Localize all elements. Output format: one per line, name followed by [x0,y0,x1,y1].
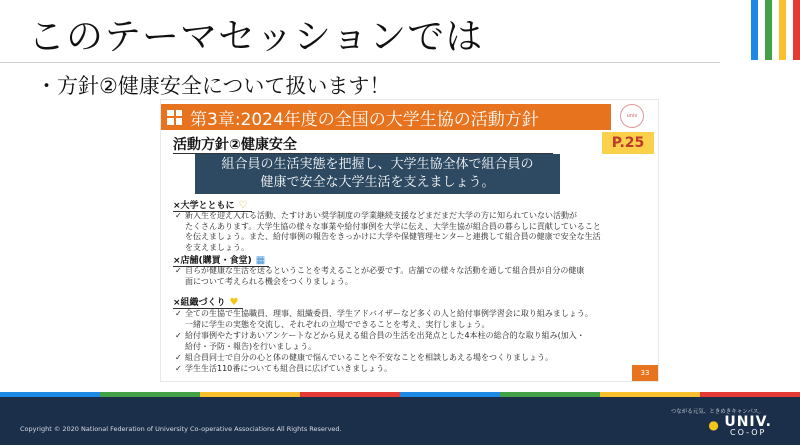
item-line: 面について考えられる機会をつくりましょう。 [185,276,353,286]
summary-box [195,154,560,194]
footer-bar [0,397,800,445]
store-icon: ▦ [255,255,266,266]
item-line: たくさんあります。大学生協の様々な事業や給付事例を大学に伝え、大学生協が組合員の暮らしに貢献していること [185,221,601,231]
check-icon: ✓ [175,353,182,362]
check-icon: ✓ [175,266,182,275]
category-store [173,253,269,267]
copyright-text: Copyright © 2020 National Federation of University Co-operative Associations All Rights Reserved. [20,425,342,433]
brand-line: CO-OP [730,428,767,437]
item-line: 給付事例やたすけあいアンケートなどから見える組合員の生活を出発点とした4本柱の総合的な取り組み(加入・ [185,331,585,340]
summary-line: 健康で安全な大学生活を支えましょう。 [260,175,495,190]
list-item [175,364,645,375]
check-icon: ✓ [175,211,182,220]
item-line: 組合員同士で自分の心と体の健康で悩んでいることや不安なことを相談しあえる場をつくりましょう。 [185,353,553,362]
logo-dots-icon: ● [708,418,719,432]
category-label: ×組織づくり [173,298,226,308]
category-label: ×大学とともに [173,201,235,211]
title-divider [0,62,720,63]
section-title: 活動方針②健康安全 [173,137,297,153]
heart-icon: ♥ [229,297,239,308]
item-line: を支えましょう。 [185,242,249,252]
list-item [175,211,645,253]
summary-line: 組合員の生活実態を把握し、大学生協全体で組合員の [221,157,534,172]
list-item [175,353,645,364]
check-icon: ✓ [175,309,182,318]
page-badge: P.25 [602,132,654,154]
grid-icon [167,110,182,125]
item-line: 学生生活110番についても組合員に広げていきましょう。 [185,364,393,373]
univ-coop-logo [708,414,772,437]
item-line: 新入生を迎え入れる活動、たすけあい奨学制度の学業継続支援などまだまだ大学の方に知られていない活動が [185,211,577,220]
item-line: 一緒に学生の実態を交流し、それぞれの立場でできることを考え、実行しましょう。 [185,319,490,329]
item-line: 自らが健康な生活を送るということを考えることが必要です。店舗での様々な活動を通して組合員が自分の健康 [185,266,585,275]
univ-logo: univ [620,104,644,128]
stripe-yellow [779,0,786,60]
stripe-red [793,0,800,60]
slide-header-text: 第3章:2024年度の全国の大学生協の活動方針 [190,109,539,130]
heart-hands-icon: ♡ [238,200,248,211]
category-label: ×店舗(購買・食堂) [173,256,252,266]
corner-stripes [728,0,800,60]
brand-tagline: つながる元気、ときめきキャンパス。 [670,409,764,415]
check-icon: ✓ [175,331,182,340]
list-item [175,331,645,352]
slide-header [161,104,611,130]
bullet-text: ・方針②健康安全について扱います！ [36,74,391,98]
item-line: 全ての生協で生協職員、理事、組織委員、学生アドバイザーなど多くの人と給付事例学習会に取り組みましょう。 [185,309,593,318]
check-icon: ✓ [175,364,182,373]
slide-page-number: 33 [632,365,658,381]
stripe-blue [751,0,758,60]
brand-line: UNIV. [724,414,772,430]
embedded-slide [160,99,659,382]
stripe-green [765,0,772,60]
page-title: このテーマセッションでは [28,15,484,58]
list-item [175,309,645,330]
category-organization [173,295,243,309]
list-item [175,266,645,287]
item-line: を伝えましょう。また、給付事例の報告をきっかけに大学や保健管理センターと連携して組合員の健康で安全な生活 [185,232,601,241]
item-line: 給付・予防・報告)を行いましょう。 [185,341,317,351]
category-university [173,198,252,212]
